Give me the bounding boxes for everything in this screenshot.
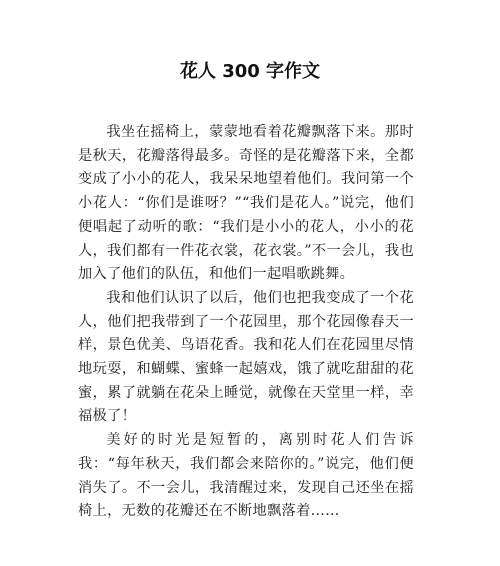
paragraph-2: 我和他们认识了以后，他们也把我变成了一个花人，他们把我带到了一个花园里，那个花园像春天一样，景色优美、鸟语花香。我和花人们在花园里尽情地玩耍，和蝴蝶、蜜蜂一起嬉戏，饿了就吃甜甜的花蜜，累了就躺在花朵上睡觉，就像在天堂里一样，幸福极了！ xyxy=(78,289,414,425)
essay-body xyxy=(78,121,414,524)
paragraph-1: 我坐在摇椅上，蒙蒙地看着花瓣飘落下来。那时是秋天，花瓣落得最多。奇怪的是花瓣落下来，全都变成了小小的花人，我呆呆地望着他们。我问第一个小花人：“你们是谁呀？”“我们是花人。”说完，他们便唱起了动听的歌：“我们是小小的花人，小小的花人，我们都有一件花衣裳，花衣裳。”不一会儿，我也加入了他们的队伍，和他们一起唱歌跳舞。 xyxy=(78,124,414,283)
paragraph-3: 美好的时光是短暂的，离别时花人们告诉我：“每年秋天，我们都会来陪你的。”说完，他们便消失了。不一会儿，我清醒过来，发现自己还坐在摇椅上，无数的花瓣还在不断地飘落着…… xyxy=(78,432,414,520)
document-title: 花人 300 字作文 xyxy=(179,61,321,82)
